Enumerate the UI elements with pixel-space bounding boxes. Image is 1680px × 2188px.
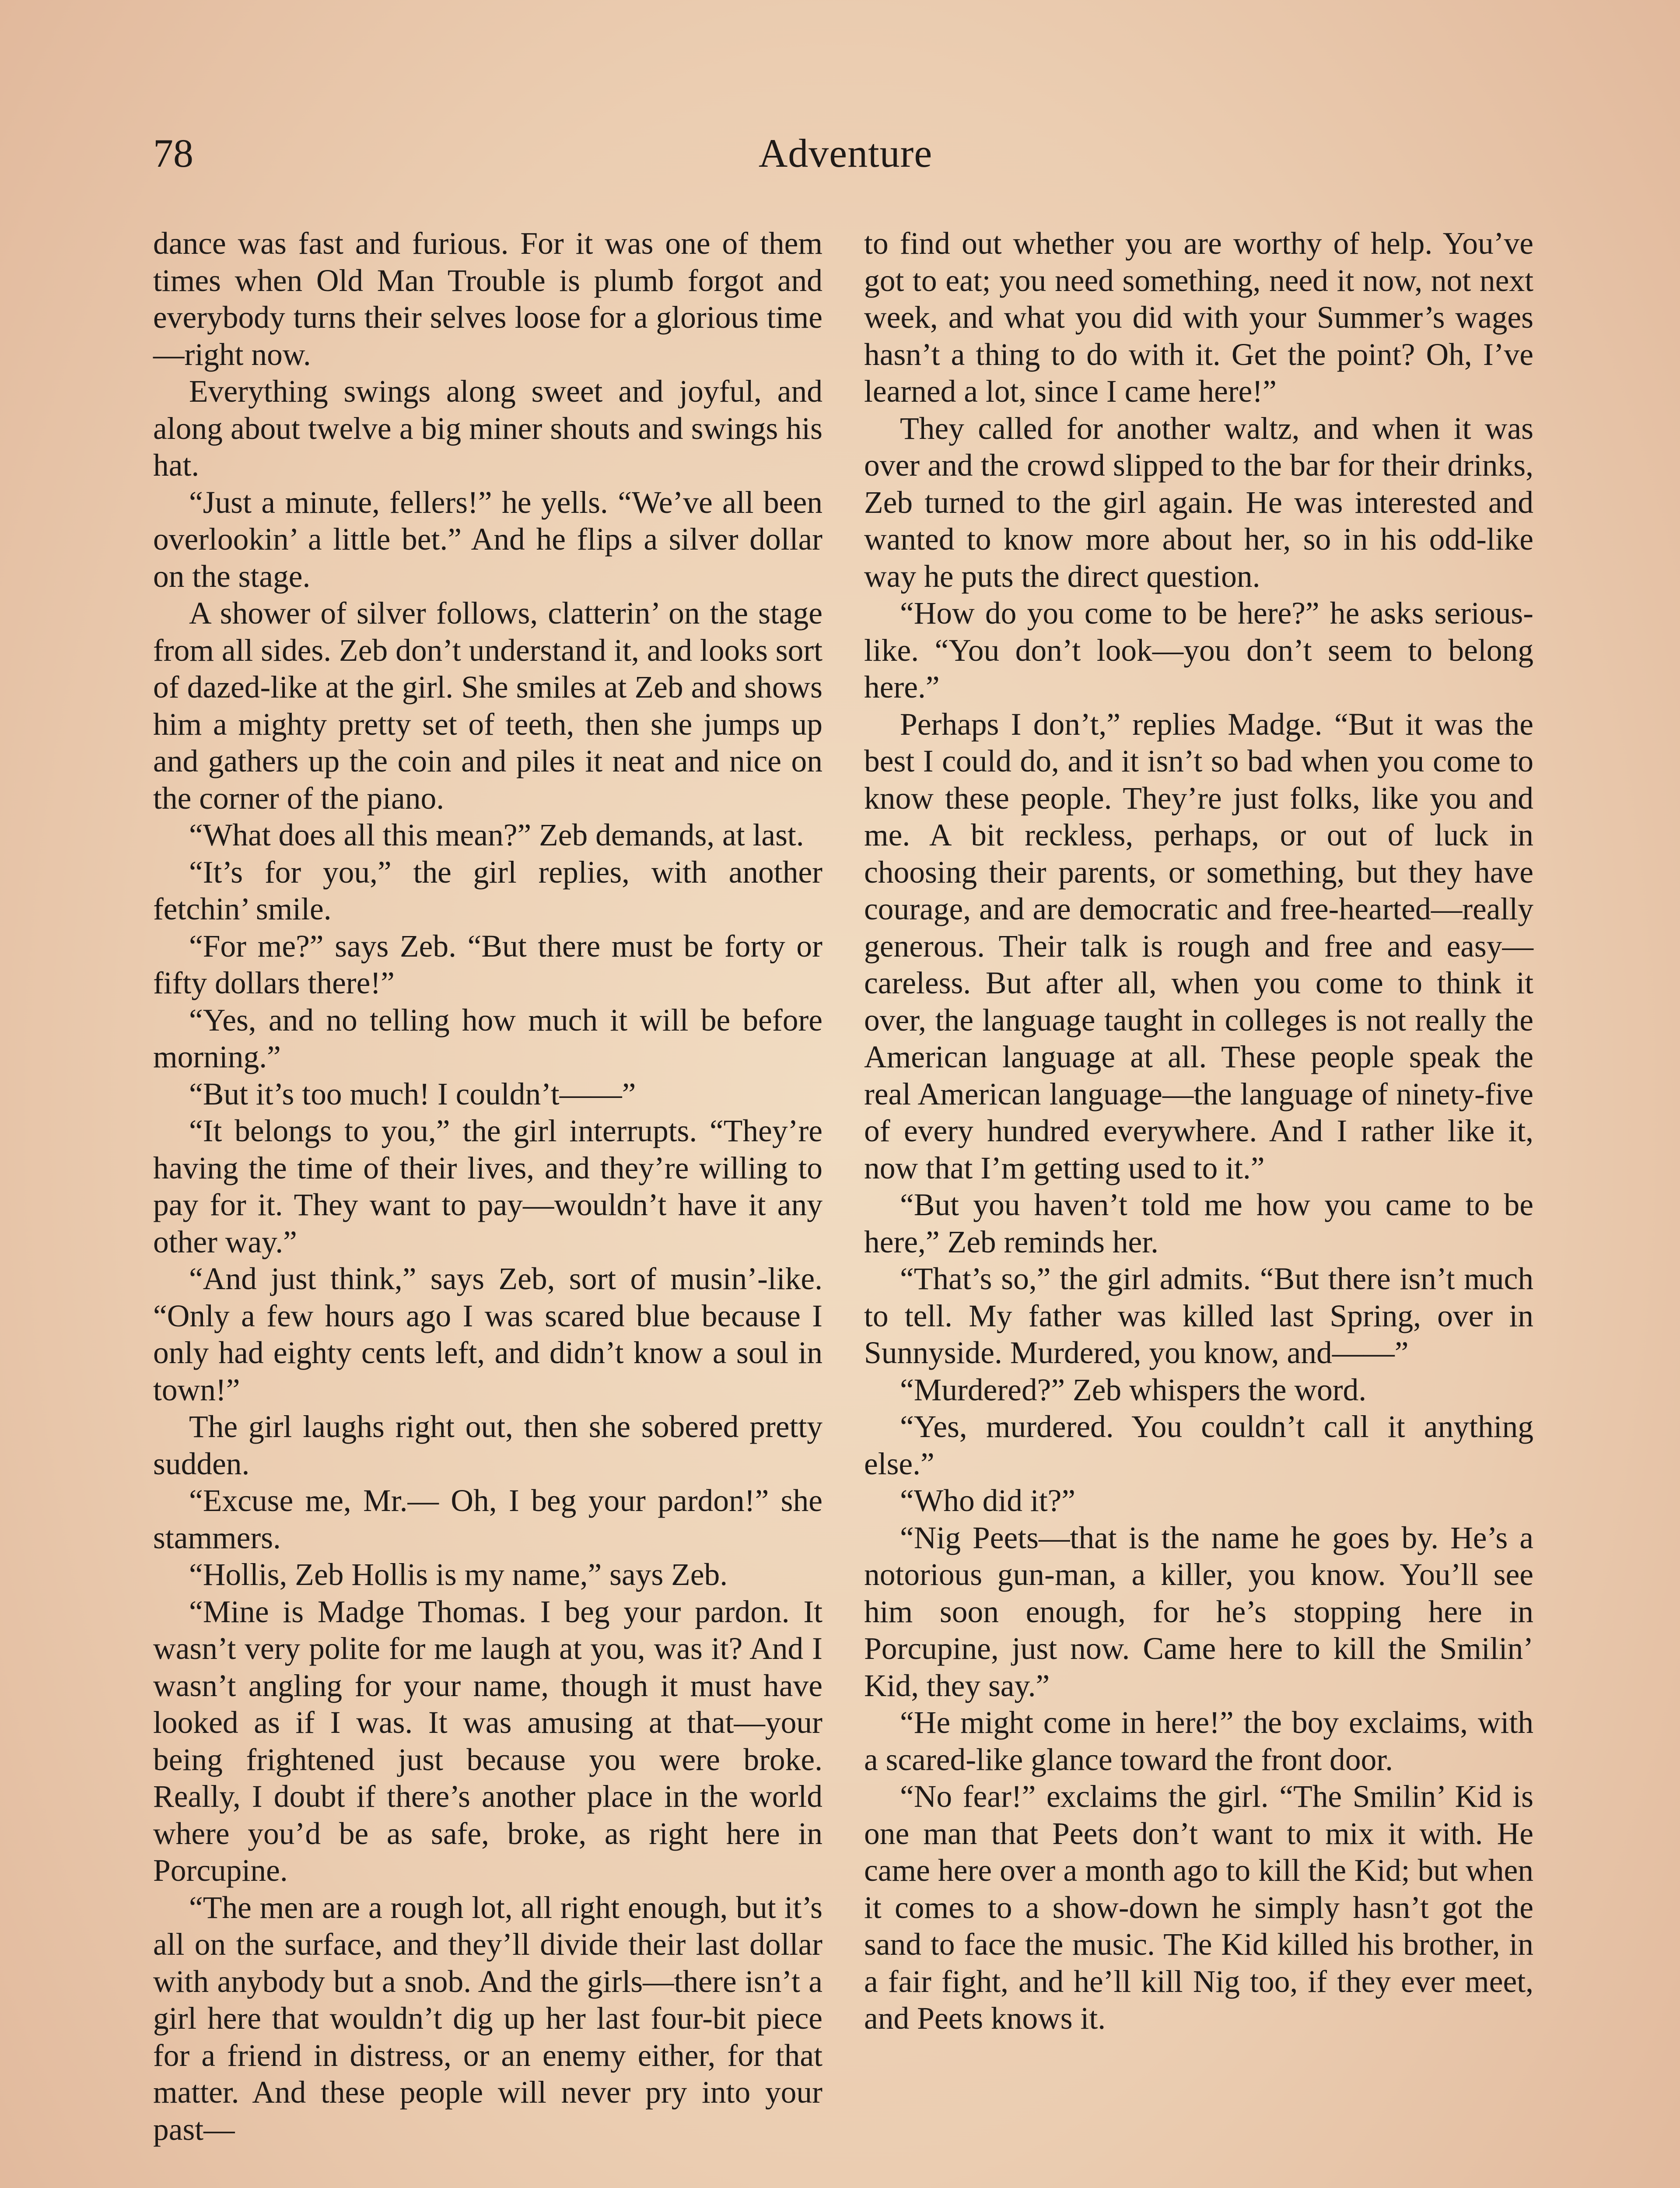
paragraph: “Yes, and no telling how much it will be before morning.” xyxy=(153,1003,822,1074)
paragraph: Everything swings along sweet and joyful, and along about twelve a big miner shouts and swings his hat. xyxy=(153,374,822,483)
paragraph: “Yes, murdered. You couldn’t call it anything else.” xyxy=(864,1410,1533,1481)
paragraph: They called for another waltz, and when it was over and the crowd slipped to the bar for their drinks, Zeb turned to the girl again. He was interested and wanted to know more about her, so in his odd-like way he puts the direct question. xyxy=(864,411,1533,594)
paragraph: “But it’s too much! I couldn’t——” xyxy=(189,1076,636,1112)
paragraph: to find out whether you are worthy of help. You’ve got to eat; you need something, need it now, not next week, and what you did with your Summer’s wages hasn’t a thing to do with it. Get the point? Oh, I’ve learned a lot, since I came here!” xyxy=(864,226,1533,409)
paragraph: “Just a minute, fellers!” he yells. “We’ve all been overlookin’ a little bet.” And he flips a silver dollar on the stage. xyxy=(153,485,822,594)
right-column xyxy=(864,225,1533,2037)
paragraph: “The men are a rough lot, all right enough, but it’s all on the surface, and they’ll divide their last dollar with anybody but a snob. And the girls—there isn’t a girl here that wouldn’t dig up her last four-bit piece for a friend in distress, or an enemy either, for that matter. And these people will never pry into your past— xyxy=(153,1890,822,2147)
running-head: Adventure xyxy=(758,131,933,175)
paragraph: “Murdered?” Zeb whispers the word. xyxy=(900,1372,1367,1407)
paragraph: “What does all this mean?” Zeb demands, at last. xyxy=(189,818,804,852)
paragraph: “It belongs to you,” the girl interrupts. “They’re having the time of their lives, and they’re willing to pay for it. They want to pay—wouldn’t have it any other way.” xyxy=(153,1114,822,1259)
paragraph: “Nig Peets—that is the name he goes by. He’s a notorious gun-man, a killer, you know. You’ll see him soon enough, for he’s stopping here in Porcupine, just now. Came here to kill the Smilin’ Kid, they say.” xyxy=(864,1520,1533,1703)
paragraph: “He might come in here!” the boy exclaims, with a scared-like glance toward the front door. xyxy=(864,1705,1533,1777)
paragraph: “Excuse me, Mr.— Oh, I beg your pardon!” she stammers. xyxy=(153,1483,822,1555)
paragraph: “But you haven’t told me how you came to be here,” Zeb reminds her. xyxy=(864,1188,1533,1259)
paragraph: A shower of silver follows, clatterin’ on the stage from all sides. Zeb don’t understand it, and looks sort of dazed-like at the girl. She smiles at Zeb and shows him a mighty pretty set of teeth, then she jumps up and gathers up the coin and piles it neat and nice on the corner of the piano. xyxy=(153,596,822,816)
paragraph: “Mine is Madge Thomas. I beg your pardon. It wasn’t very polite for me laugh at you, was it? And I wasn’t angling for your name, though it must have looked as if I was. It was amusing at that—your being frightened just because you were broke. Really, I doubt if there’s another place in the world where you’d be as safe, broke, as right here in Porcupine. xyxy=(153,1594,822,1888)
page-header xyxy=(153,127,1538,188)
page-number: 78 xyxy=(153,131,193,175)
paragraph: “How do you come to be here?” he asks serious-like. “You don’t look—you don’t seem to belong here.” xyxy=(864,596,1533,705)
paragraph: “Hollis, Zeb Hollis is my name,” says Zeb. xyxy=(189,1557,728,1592)
paragraph: The girl laughs right out, then she sobered pretty sudden. xyxy=(153,1410,822,1481)
paragraph: “No fear!” exclaims the girl. “The Smilin’ Kid is one man that Peets don’t want to mix it with. He came here over a month ago to kill the Kid; but when it comes to a show-down he simply hasn’t got the sand to face the music. The Kid killed his brother, in a fair fight, and he’ll kill Nig too, if they ever meet, and Peets knows it. xyxy=(864,1779,1533,2036)
paragraph: “Who did it?” xyxy=(900,1483,1076,1518)
left-column xyxy=(153,225,822,2148)
paragraph: “It’s for you,” the girl replies, with another fetchin’ smile. xyxy=(153,855,822,926)
paragraph: “That’s so,” the girl admits. “But there isn’t much to tell. My father was killed last Spring, over in Sunnyside. Murdered, you know, and——” xyxy=(864,1262,1533,1370)
paragraph: dance was fast and furious. For it was one of them times when Old Man Trouble is plumb forgot and everybody turns their selves loose for a glorious time—right now. xyxy=(153,226,822,372)
paragraph: “For me?” says Zeb. “But there must be forty or fifty dollars there!” xyxy=(153,929,822,1000)
paragraph: “And just think,” says Zeb, sort of musin’-like. “Only a few hours ago I was scared blue because I only had eighty cents left, and didn’t know a soul in town!” xyxy=(153,1262,822,1407)
paragraph: Perhaps I don’t,” replies Madge. “But it was the best I could do, and it isn’t so bad when you come to know these people. They’re just folks, like you and me. A bit reckless, perhaps, or out of luck in choosing their parents, or something, but they have courage, and are democratic and free-hearted—really generous. Their talk is rough and free and easy—careless. But after all, when you come to think it over, the language taught in colleges is not really the American language at all. These people speak the real American language—the language of ninety-five of every hundred everywhere. And I rather like it, now that I’m getting used to it.” xyxy=(864,707,1533,1185)
